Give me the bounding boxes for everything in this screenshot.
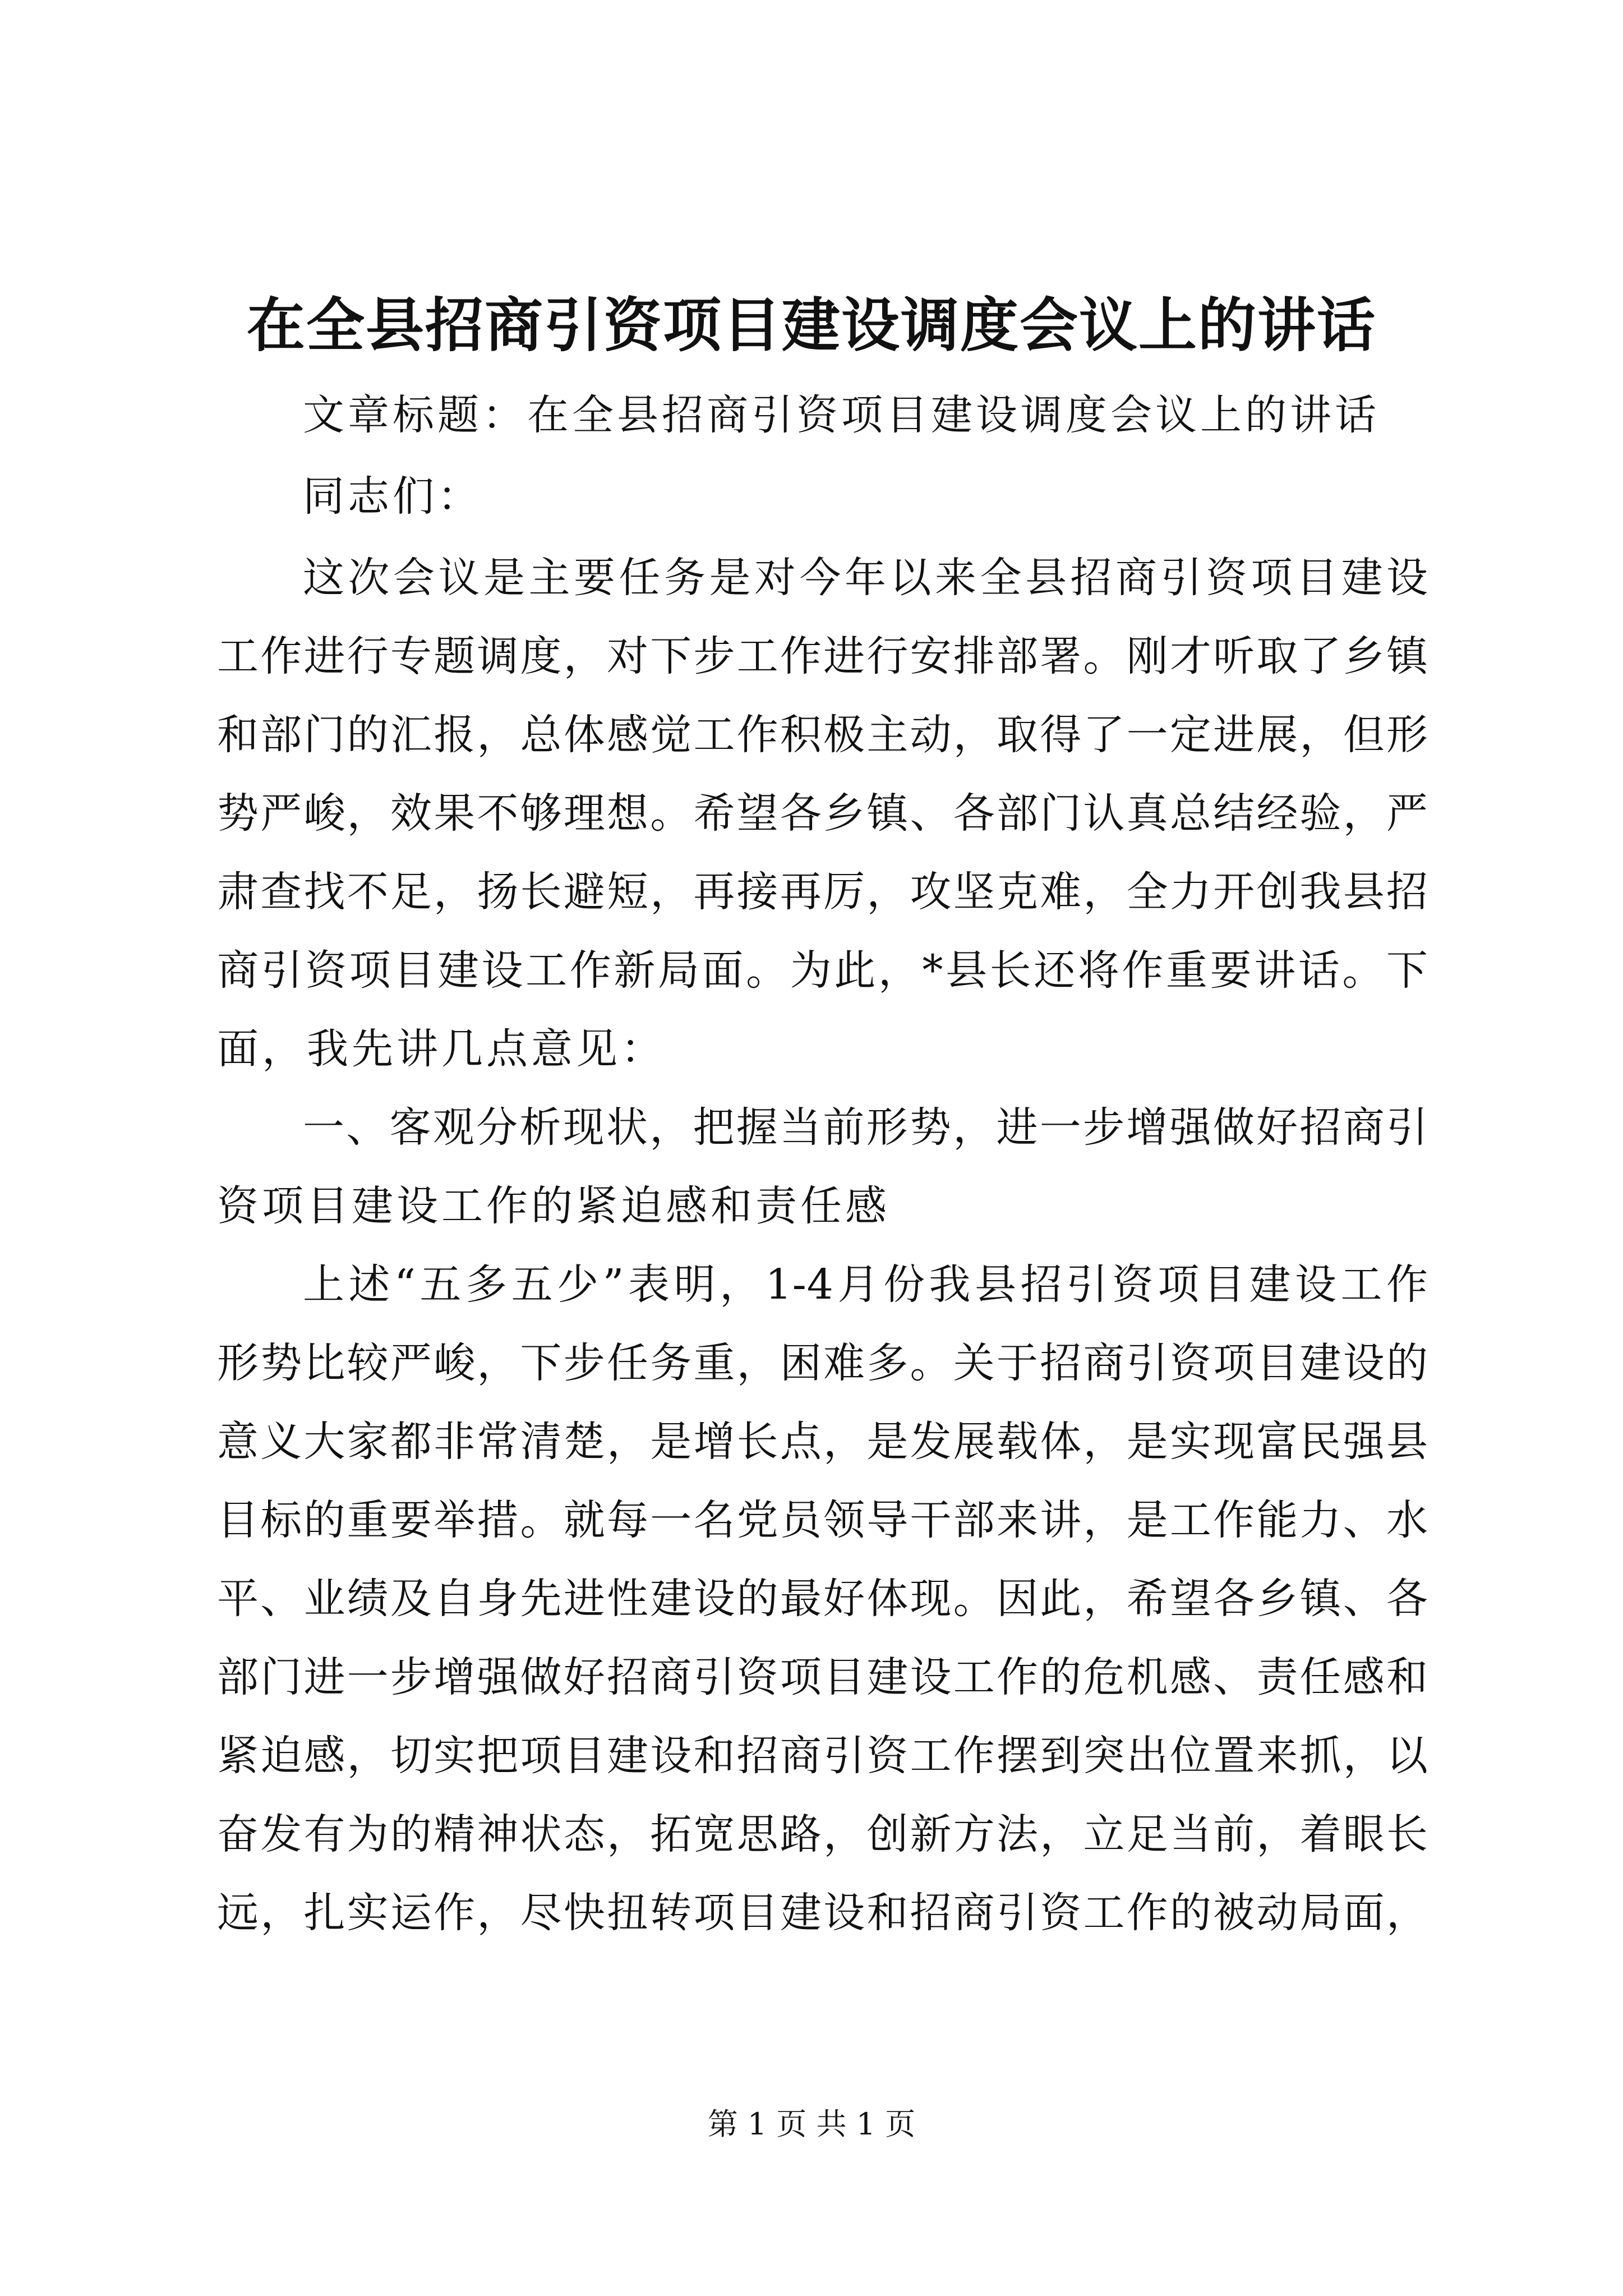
paragraph-line: 目标的重要举措。就每一名党员领导干部来讲，是工作能力、水 <box>217 1496 1428 1544</box>
paragraph-line: 意义大家都非常清楚，是增长点，是发展载体，是实现富民强县 <box>217 1418 1428 1466</box>
paragraph-line: 奋发有为的精神状态，拓宽思路，创新方法，立足当前，着眼长 <box>217 1810 1428 1858</box>
document-title: 在全县招商引资项目建设调度会议上的讲话 <box>246 291 1376 360</box>
paragraph-line: 和部门的汇报，总体感觉工作积极主动，取得了一定进展，但形 <box>217 711 1428 759</box>
salutation-line: 同志们： <box>303 472 482 521</box>
section-heading-line: 一、客观分析现状，把握当前形势，进一步增强做好招商引 <box>303 1103 1428 1152</box>
page-footer: 第 1 页 共 1 页 <box>707 2106 916 2142</box>
paragraph-line: 部门进一步增强做好招商引资项目建设工作的危机感、责任感和 <box>217 1653 1428 1701</box>
article-title-line: 文章标题：在全县招商引资项目建设调度会议上的讲话 <box>303 391 1380 439</box>
paragraph-line: 商引资项目建设工作新局面。为此，*县长还将作重要讲话。下 <box>217 946 1428 995</box>
paragraph-line: 肃查找不足，扬长避短，再接再厉，攻坚克难，全力开创我县招 <box>217 868 1428 916</box>
paragraph-line: 这次会议是主要任务是对今年以来全县招商引资项目建设 <box>303 554 1428 602</box>
paragraph-line: 远，扎实运作，尽快扭转项目建设和招商引资工作的被动局面， <box>217 1889 1428 1937</box>
paragraph-line: 形势比较严峻，下步任务重，困难多。关于招商引资项目建设的 <box>217 1339 1428 1387</box>
paragraph-line: 势严峻，效果不够理想。希望各乡镇、各部门认真总结经验，严 <box>217 789 1428 838</box>
paragraph-line: 平、业绩及自身先进性建设的最好体现。因此，希望各乡镇、各 <box>217 1575 1428 1623</box>
paragraph-line: 面，我先讲几点意见： <box>217 1025 666 1073</box>
section-heading-line: 资项目建设工作的紧迫感和责任感 <box>217 1182 890 1230</box>
paragraph-line: 工作进行专题调度，对下步工作进行安排部署。刚才听取了乡镇 <box>217 632 1428 680</box>
paragraph-line: 紧迫感，切实把项目建设和招商引资工作摆到突出位置来抓，以 <box>217 1732 1428 1780</box>
paragraph-line: 上述“五多五少”表明，1-4月份我县招引资项目建设工作 <box>303 1260 1428 1309</box>
